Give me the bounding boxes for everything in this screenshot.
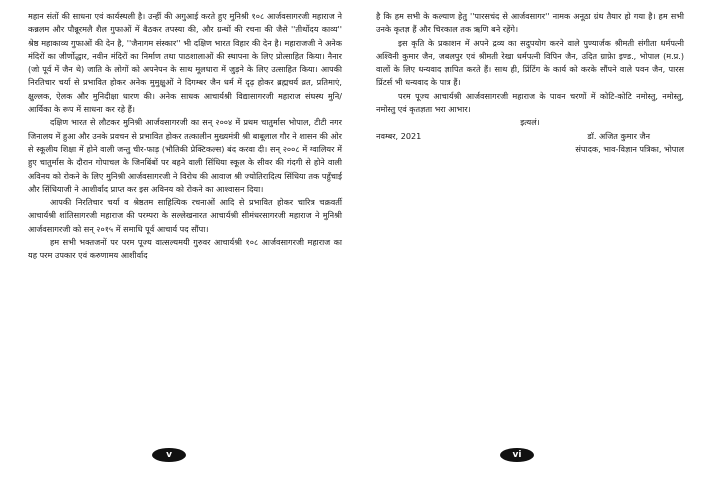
date: नवम्बर, 2021	[376, 130, 422, 141]
page-number-right: vi	[500, 448, 534, 462]
right-paragraph-1: है कि हम सभी के कल्याण हेतु ''पारसचंद से आर्जवसागर'' नामक अनूठा ग्रंथ तैयार हो गया है। हम सभी उनके कृतज्ञ हैं और चिरकाल तक ऋणि बने रहेंगे।	[376, 11, 684, 35]
left-paragraph-3: आपकी निरतिचार चर्या व श्रेष्ठतम साहित्यिक रचनाओं आदि से प्रभावित होकर चारित्र चक्रवर्ती आचार्यश्री शांतिसागरजी महाराज की परम्परा के सल्लेखनारत आचार्यश्री सीमंधरसागरजी महाराज ने मुनिश्री आर्जवसागरजी को सन् २०१५ में समाधि पूर्व आचार्य पद सौंपा।	[28, 197, 342, 234]
right-page	[356, 0, 712, 480]
signatory-name: डॉ. अजित कुमार जैन	[587, 130, 650, 141]
left-paragraph-1: महान संतों की साधना एवं कार्यस्थली है। उन्हीं की अगुआई करते हुए मुनिश्री १०८ आर्जवसागरजी महाराज ने कन्नलम और पौन्नूरमलै शैल गुफाओं में बैठकर तपस्या की, और ग्रन्थों की रचना की जैसे ''तीर्थोदय काव्य'' श्रेष्ठ महाकाव्य गुफाओं की देन है, ''जैनागम संस्कार'' भी दक्षिण भारत विहार की देन है। महाराजजी ने अनेक मंदिरों का जीर्णोद्धार, नवीन मंदिरों का निर्माण तथा पाठशालाओं की स्थापना के लिए प्रोत्साहित किया। नैनार (जो पूर्व में जैन थे) जाति के लोगों को अपनेपन के साथ मूलधारा में जुड़ने के लिए उत्साहित किया। आपकी निरतिचार चर्या से प्रभावित होकर अनेक मुमुक्षुओं ने दिगम्बर जैन धर्म में दृढ़ होकर ब्रह्मचर्य व्रत, प्रतिमाएं, क्षुल्लक, ऐलक और मुनिदीक्षा धारण की। अनेक साधक आचार्यश्री विद्यासागरजी महाराज संघस्थ मुनि/आर्यिका के रूप में साधना कर रहे हैं।	[28, 11, 342, 115]
left-paragraph-2: दक्षिण भारत से लौटकर मुनिश्री आर्जवसागरजी का सन् २००४ में प्रथम चातुर्मास भोपाल, टीटी नगर जिनालय में हुआ और उनके प्रवचन से प्रभावित होकर तत्कालीन मुख्यमंत्री श्री बाबूलाल गौर ने शासन की ओर से स्कूलीय शिक्षा में होने वाली जन्तु चीर-फाड़ (भौतिकी प्रेक्टिकल्स) बंद करवा दी। सन् २००८ में ग्वालियर में हुए चातुर्मास के दौरान गोपाचल के जिनबिंबों पर बहने वाली सिंधिया स्कूल के सीवर की गंदगी से होने वाली अविनय को रोकने के लिए मुनिश्री आर्जवसागरजी ने विरोध की आवाज श्री ज्योतिरादित्य सिंधिया तक पहुँचाई और सिंधियाजी ने आशीर्वाद प्राप्त कर इस अविनय को रोकने का आश्वासन दिया।	[28, 117, 342, 194]
right-paragraph-2: इस कृति के प्रकाशन में अपने द्रव्य का सदुपयोग करने वाले पुण्यार्जक श्रीमती संगीता धर्मपत्नी अश्विनी कुमार जैन, जबलपुर एवं श्रीमती रेखा धर्मपत्नी विपिन जैन, उदित ग्राफ़ेा इण्ड., भोपाल (म.प्र.) वालों के लिए धन्यवाद ज्ञापित करते हैं। साथ ही, प्रिंटिंग के कार्य को करके सौंपने वाले पवन जैन, पारस प्रिंटर्स भी धन्यवाद के पात्र हैं।	[376, 37, 684, 88]
page-number-left: v	[152, 448, 186, 462]
left-paragraph-4: हम सभी भक्तजनों पर परम पूज्य वात्सल्यमयी गुरुवर आचार्यश्री १०८ आर्जवसागरजी महाराज का यह परम उपकार एवं करुणामय आशीर्वाद	[28, 237, 342, 261]
signature-row	[376, 130, 684, 143]
right-paragraph-3: परम पूज्य आचार्यश्री आर्जवसागरजी महाराज के पावन चरणों में कोटि-कोटि नमोस्तु, नमोस्तु, नमोस्तु एवं कृतज्ञता भरा आभार।	[376, 90, 684, 115]
closing-word: इत्यलं।	[520, 117, 540, 128]
signatory-designation: संपादक, भाव-विज्ञान पत्रिका, भोपाल	[575, 143, 684, 154]
